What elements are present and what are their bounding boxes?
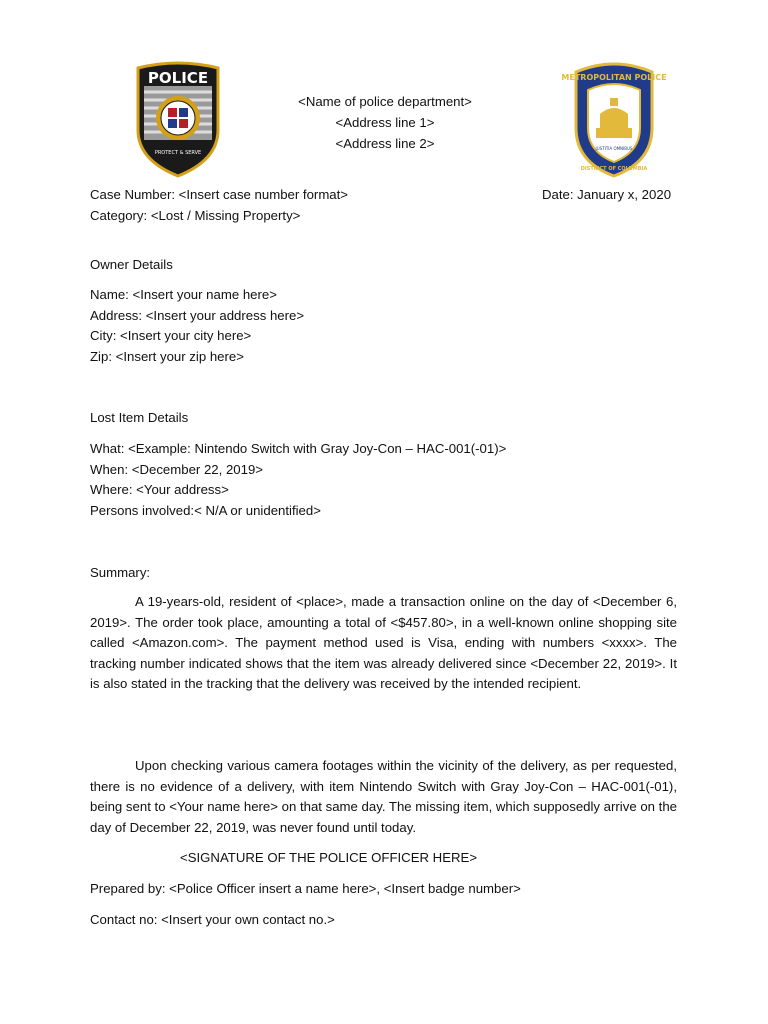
svg-text:DISTRICT OF COLUMBIA: DISTRICT OF COLUMBIA [580,166,648,172]
lost-item-where: Where: <Your address> [90,482,229,497]
svg-text:JUSTITIA OMNIBUS: JUSTITIA OMNIBUS [595,146,633,151]
signature-placeholder: <SIGNATURE OF THE POLICE OFFICER HERE> [180,850,478,865]
lost-item-when: When: <December 22, 2019> [90,462,264,477]
owner-address: Address: <Insert your address here> [90,308,305,323]
address-line-1: <Address line 1> [335,115,435,130]
police-badge-icon [130,60,226,178]
owner-city: City: <Insert your city here> [90,328,252,343]
svg-text:PROTECT & SERVE: PROTECT & SERVE [154,150,202,156]
svg-text:METROPOLITAN POLICE: METROPOLITAN POLICE [561,73,667,82]
summary-paragraph-1 [90,592,677,695]
address-line-2: <Address line 2> [335,136,435,151]
summary-paragraph-2 [90,756,677,838]
case-number: Case Number: <Insert case number format> [90,187,348,202]
owner-name: Name: <Insert your name here> [90,287,277,302]
owner-zip: Zip: <Insert your zip here> [90,349,244,364]
svg-text:POLICE: POLICE [147,69,209,87]
summary-heading: Summary: [90,565,151,580]
category: Category: <Lost / Missing Property> [90,208,301,223]
owner-details-heading: Owner Details [90,257,173,272]
prepared-by: Prepared by: <Police Officer insert a name here>, <Insert badge number> [90,881,521,896]
report-date: Date: January x, 2020 [542,187,672,202]
lost-item-what: What: <Example: Nintendo Switch with Gray Joy-Con – HAC-001(-01)> [90,441,507,456]
lost-item-persons: Persons involved:< N/A or unidentified> [90,503,321,518]
lost-item-heading: Lost Item Details [90,410,189,425]
department-name: <Name of police department> [298,94,472,109]
contact-number: Contact no: <Insert your own contact no.> [90,912,335,927]
summary-paragraph-2-text: Upon checking various camera footages within the vicinity of the delivery, as per requested, there is no evidence of a delivery, with item Nintendo Switch with Gray Joy-Con – HAC-001(-01), being sent to <Your name here> on that same day. The missing item, which supposedly arrive on the day of December 22, 2019, was never found until today. [90,758,677,835]
summary-paragraph-1-text: A 19-years-old, resident of <place>, made a transaction online on the day of <December 6, 2019>. The order took place, amounting a total of <$457.80>, in a well-known online shopping site called <Amazon.com>. The payment method used is Visa, ending with numbers <xxxx>. The tracking number indicated shows that the item was already delivered since <December 22, 2019>. It is also stated in the tracking that the delivery was received by the intended recipient. [90,594,677,691]
metropolitan-police-badge-icon [561,58,667,178]
